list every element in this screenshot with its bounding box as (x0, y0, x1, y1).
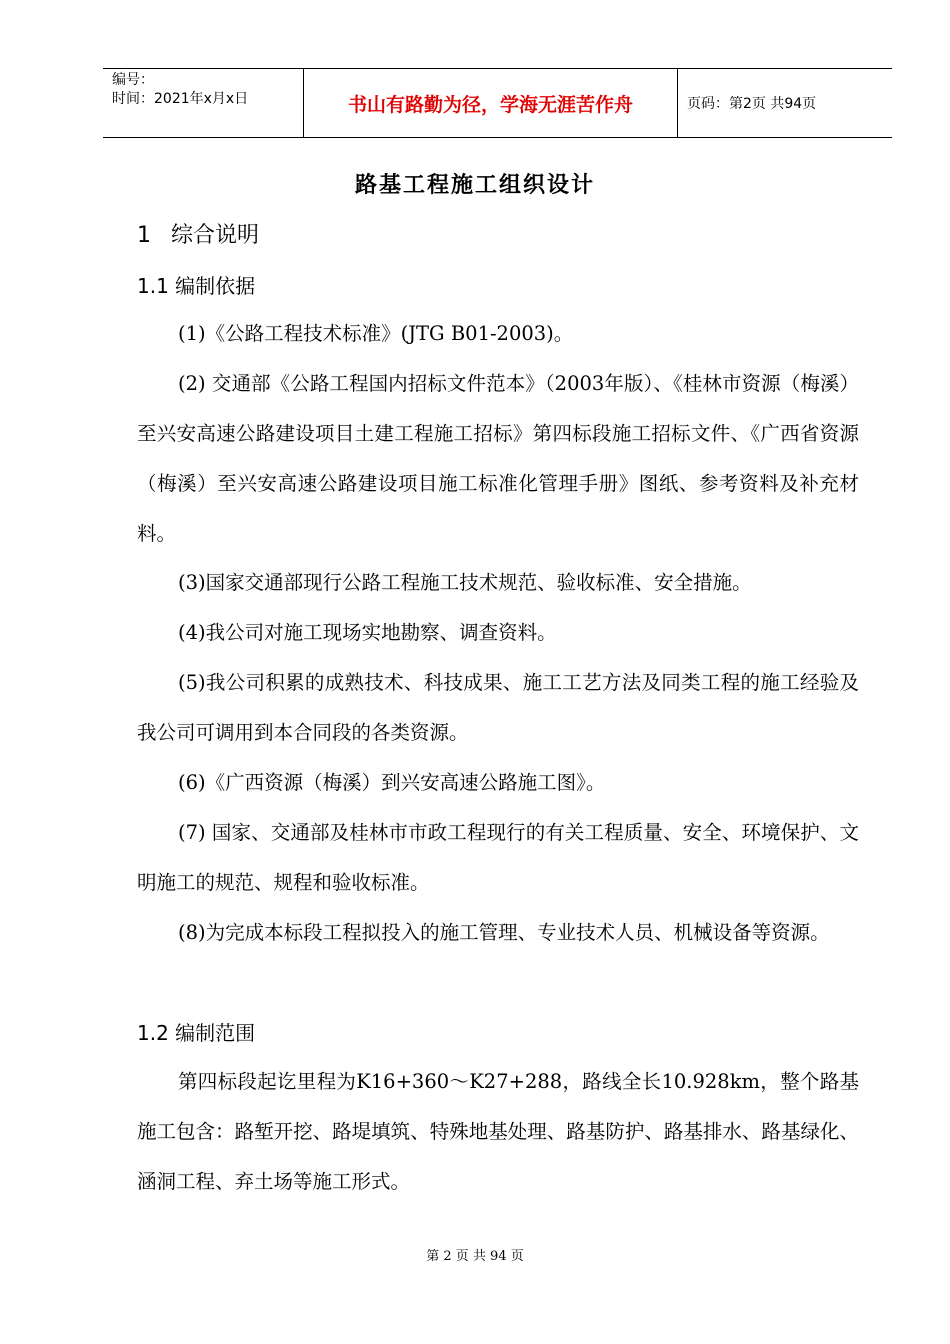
paragraph: (2) 交通部《公路工程国内招标文件范本》（2003年版）、《桂林市资源（梅溪）至兴安高速公路建设项目土建工程施工招标》第四标段施工招标文件、《广西省资源（梅溪）至兴安高速公路建设项目施工标准化管理手册》图纸、参考资料及补充材料。 (137, 372, 859, 545)
paragraph: (7) 国家、交通部及桂林市市政工程现行的有关工程质量、安全、环境保护、文明施工的规范、规程和验收标准。 (137, 821, 859, 894)
section-title: 综合说明 (171, 223, 260, 248)
paragraph: (8)为完成本标段工程拟投入的施工管理、专业技术人员、机械设备等资源。 (178, 921, 830, 944)
page-header (103, 68, 892, 138)
paragraph: 第四标段起讫里程为K16+360～K27+288，路线全长10.928km，整个路基施工包含：路堑开挖、路堤填筑、特殊地基处理、路基防护、路基排水、路基绿化、涵洞工程、弃土场等施工形式。 (137, 1070, 859, 1193)
section-heading-1 (137, 218, 259, 249)
time-label: 时间：2021年x月x日 (112, 91, 249, 107)
header-motto: 书山有路勤为径，学海无涯苦作舟 (347, 93, 633, 116)
paragraph: (5)我公司积累的成熟技术、科技成果、施工工艺方法及同类工程的施工经验及我公司可调用到本合同段的各类资源。 (137, 671, 859, 744)
section-heading-1-2: 1.2 编制范围 (137, 1021, 256, 1045)
paragraph: (4)我公司对施工现场实地勘察、调查资料。 (178, 621, 557, 644)
section-heading-1-1: 1.1 编制依据 (137, 274, 256, 298)
page-footer: 第 2 页 共 94 页 (426, 1249, 524, 1264)
paragraph: (1)《公路工程技术标准》(JTG B01-2003)。 (178, 322, 574, 345)
header-divider (677, 69, 678, 137)
header-meta (112, 71, 307, 109)
paragraph: (6)《广西资源（梅溪）到兴安高速公路施工图》。 (178, 771, 606, 794)
section-number: 1 (137, 223, 151, 248)
number-label: 编号： (112, 72, 154, 88)
paragraph: (3)国家交通部现行公路工程施工技术规范、验收标准、安全措施。 (178, 571, 752, 594)
header-page-info: 页码：第2页 共94页 (687, 96, 817, 112)
document-title: 路基工程施工组织设计 (354, 172, 595, 198)
